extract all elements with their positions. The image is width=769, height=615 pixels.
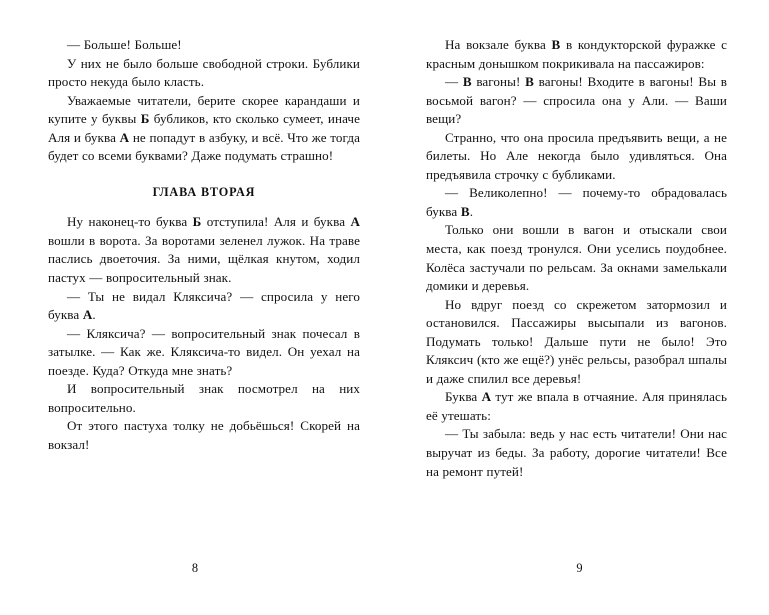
paragraph: Странно, что она просила предъявить вещи, а не билеты. Но Але некогда было удивляться. Она предъявила строчку с бубликами. bbox=[426, 129, 727, 182]
chapter-heading: ГЛАВА ВТОРАЯ bbox=[152, 184, 256, 199]
paragraph: Уважаемые читатели, берите скорее карандаши и купите у буквы Б бубликов, кто сколько сумеет, иначе Аля и буква А не попадут в азбуку, и всё. Что же тогда будет со всеми буквами? Даже подумать страшно! bbox=[48, 92, 360, 164]
paragraph: И вопросительный знак посмотрел на них вопросительно. bbox=[48, 381, 360, 415]
paragraph: Ну наконец-то буква Б отступила! Аля и буква А вошли в ворота. За воротами зеленел лужок. На траве паслись двоеточия. За ними, щёлкая кнутом, ходил пастух — вопросительный знак. bbox=[48, 214, 360, 285]
right-page bbox=[390, 0, 769, 615]
paragraph: От этого пастуха толку не добьёшься! Скорей на вокзал! bbox=[48, 418, 360, 452]
right-page-textblock bbox=[426, 36, 727, 481]
paragraph: У них не было больше свободной строки. Бублики просто некуда было класть. bbox=[48, 55, 360, 90]
paragraph: Но вдруг поезд со скрежетом затормозил и остановился. Пассажиры высыпали из вагонов. Подумать только! Дальше пути не было! Это Кляксич (кто же ещё?) унёс рельсы, разобрал шпалы и даже спилил все деревья! bbox=[426, 296, 727, 386]
paragraph: — Больше! Больше! bbox=[66, 37, 182, 52]
paragraph: Только они вошли в вагон и отыскали свои места, как поезд тронулся. Они уселись поудобнее. Колёса застучали по рельсам. За окнами замелькали домики и деревья. bbox=[426, 222, 727, 294]
paragraph: — Ты не видал Кляксича? — спросила у него буква А. bbox=[48, 288, 360, 323]
paragraph: — Ты забыла: ведь у нас есть читатели! Они нас выручат из беды. За работу, дорогие читатели! Все на ремонт путей! bbox=[426, 426, 727, 479]
page-number: 8 bbox=[191, 561, 199, 575]
page-number: 9 bbox=[576, 561, 583, 575]
paragraph: — Великолепно! — почему-то обрадовалась буква В. bbox=[426, 185, 727, 219]
paragraph: — Кляксича? — вопросительный знак почесал в затылке. — Как же. Кляксича-то видел. Он уехал на поезде. Куда? Откуда мне знать? bbox=[48, 325, 360, 378]
paragraph: На вокзале буква В в кондукторской фуражке с красным донышком покрикивала на пассажиров: bbox=[426, 37, 727, 71]
paragraph: — В вагоны! В вагоны! Входите в вагоны! Вы в восьмой вагон? — спросила она у Али. — Ваши вещи? bbox=[426, 74, 727, 127]
paragraph: Буква А тут же впала в отчаяние. Аля принялась её утешать: bbox=[426, 389, 727, 423]
left-page-textblock bbox=[48, 36, 360, 454]
